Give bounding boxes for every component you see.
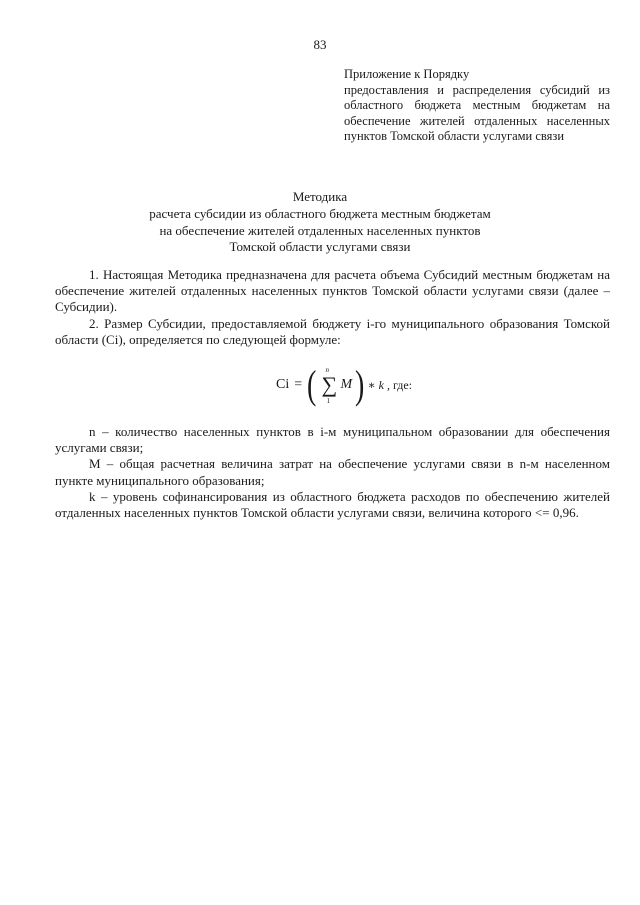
sum-symbol: ∑ xyxy=(321,372,338,397)
appendix-header xyxy=(344,67,610,145)
appendix-body: предоставления и распределения субсидий из областного бюджета местным бюджетам на обеспечение жителей отдаленных населенных пунктов Томской области услугами связи xyxy=(344,82,610,144)
title-line-1: Методика xyxy=(292,189,348,204)
formula-equals: = xyxy=(294,377,303,392)
paragraph-2: 2. Размер Субсидии, предоставляемой бюджету i-го муниципального образования Томской области (Ci), определяется по следующей формуле: xyxy=(55,315,610,347)
title-line-3: на обеспечение жителей отдаленных населенных пунктов xyxy=(159,222,481,238)
title-line-2: расчета субсидии из областного бюджета местным бюджетам xyxy=(149,205,491,221)
body-paragraphs xyxy=(55,267,610,348)
subsidy-formula xyxy=(276,362,413,407)
document-title xyxy=(60,189,580,256)
formula-tail xyxy=(367,378,412,393)
title-line-4: Томской области услугами связи xyxy=(229,239,411,255)
formula-operator: ∗ xyxy=(367,377,376,392)
sum-lower-limit: 1 xyxy=(326,397,330,405)
formula-suffix: , где: xyxy=(386,377,413,392)
paragraph-1: 1. Настоящая Методика предназначена для расчета объема Субсидий местным бюджетам на обеспечение жителей отдаленных населенных пунктов Томской области услугами связи (далее – Субсидии). xyxy=(55,267,610,315)
sum-upper-limit: n xyxy=(325,366,329,374)
definition-k: k – уровень софинансирования из областного бюджета расходов по обеспечению жителей отдаленных населенных пунктов Томской области услугами связи, величина которого <= 0,96. xyxy=(55,488,610,521)
definition-m: M – общая расчетная величина затрат на обеспечение услугами связи в n-м населенном пункте муниципального образования; xyxy=(55,456,610,488)
formula-close-paren: ) xyxy=(355,362,365,407)
formula-open-paren: ( xyxy=(307,362,317,407)
formula-term-m: M xyxy=(340,377,353,392)
definition-n: n – количество населенных пунктов в i-м муниципальном образовании для обеспечения услугами связи; xyxy=(55,424,610,456)
definitions xyxy=(55,424,610,521)
page-number: 83 xyxy=(313,37,327,52)
appendix-title: Приложение к Порядку xyxy=(344,67,470,81)
formula-k: k xyxy=(378,377,384,392)
formula-lhs: Ci xyxy=(276,377,290,392)
formula-sum xyxy=(318,365,338,405)
